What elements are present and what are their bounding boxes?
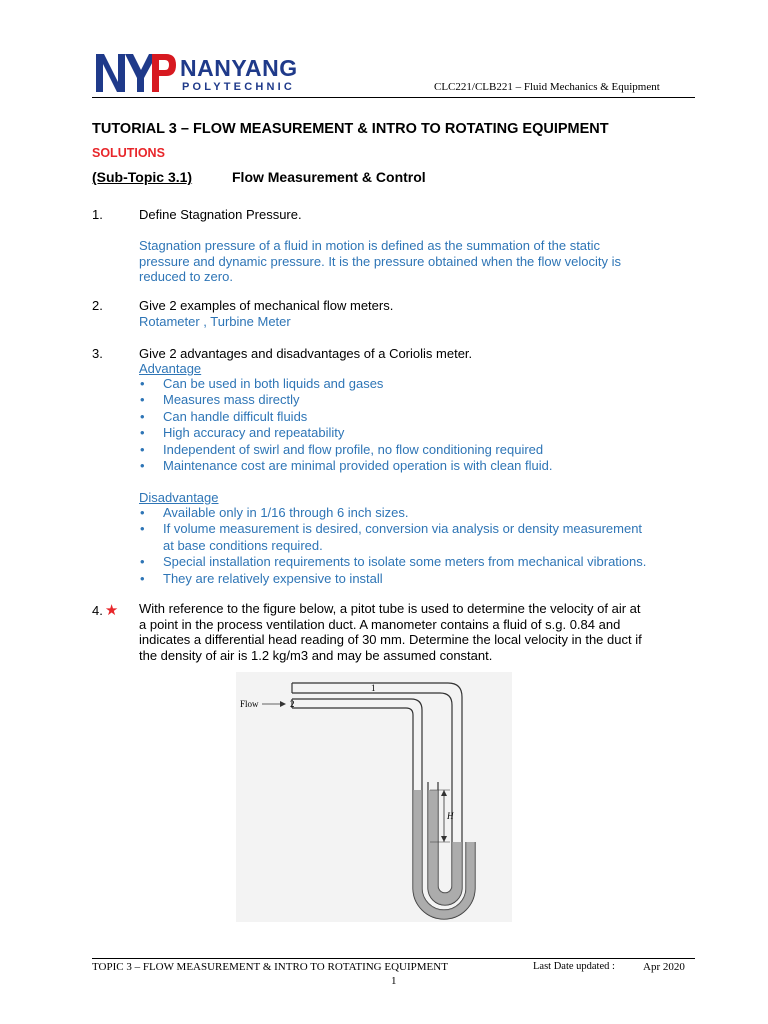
q4-question-line: indicates a differential head reading of 30 mm. Determine the local velocity in the duct if — [139, 632, 642, 647]
course-code: CLC221/CLB221 – Fluid Mechanics & Equipment — [434, 81, 660, 93]
list-item-text-cont: at base conditions required. — [163, 537, 323, 553]
list-item: • Maintenance cost are minimal provided operation is with clean fluid. — [138, 458, 698, 474]
q1-number: 1. — [92, 207, 103, 222]
solutions-label: SOLUTIONS — [92, 146, 165, 160]
q4-question-line: the density of air is 1.2 kg/m3 and may be assumed constant. — [139, 647, 493, 663]
q3-number: 3. — [92, 346, 103, 361]
q2-answer: Rotameter , Turbine Meter — [139, 314, 291, 329]
q1-answer — [139, 238, 621, 285]
q3-question: Give 2 advantages and disadvantages of a Coriolis meter. — [139, 346, 473, 361]
list-item-text: If volume measurement is desired, conversion via analysis or density measurement — [163, 521, 643, 537]
subtopic-name: Flow Measurement & Control — [232, 169, 426, 185]
logo-name: NANYANG — [180, 55, 298, 81]
footer-topic: TOPIC 3 – FLOW MEASUREMENT & INTRO TO ROTATING EQUIPMENT — [92, 961, 448, 973]
list-item — [138, 521, 698, 554]
q1-answer-line: Stagnation pressure of a fluid in motion is defined as the summation of the static — [139, 238, 601, 253]
list-item: • Measures mass directly — [138, 392, 698, 408]
q4-question-line: With reference to the figure below, a pitot tube is used to determine the velocity of air at — [139, 601, 641, 616]
figure-flow-label: Flow — [240, 699, 259, 709]
footer-updated-value: Apr 2020 — [643, 961, 685, 973]
tutorial-title: TUTORIAL 3 – FLOW MEASUREMENT & INTRO TO ROTATING EQUIPMENT — [92, 121, 609, 137]
logo-sub: POLYTECHNIC — [182, 81, 296, 93]
nyp-logo-mark — [96, 52, 176, 96]
disadvantage-heading: Disadvantage — [139, 490, 219, 505]
footer-rule — [92, 958, 695, 959]
nyp-logo — [96, 52, 306, 96]
q1-answer-line: pressure and dynamic pressure. It is the pressure obtained when the flow velocity is — [139, 253, 621, 269]
q2-number: 2. — [92, 298, 103, 313]
q2-question: Give 2 examples of mechanical flow meters. — [139, 298, 394, 313]
page-number: 1 — [391, 975, 397, 987]
footer-updated-label: Last Date updated : — [533, 961, 615, 972]
figure-point-1: 1 — [371, 683, 376, 693]
list-item: • They are relatively expensive to install — [138, 571, 698, 587]
list-item: • Independent of swirl and flow profile, no flow conditioning required — [138, 442, 698, 458]
disadvantage-list — [138, 505, 698, 587]
header-rule — [92, 97, 695, 98]
list-item: • Special installation requirements to isolate some meters from mechanical vibrations. — [138, 554, 698, 570]
advantage-heading: Advantage — [139, 361, 202, 376]
list-item: • Can be used in both liquids and gases — [138, 376, 698, 392]
figure-point-2: 2 — [290, 699, 295, 709]
subtopic-heading — [92, 169, 426, 185]
q4-question — [139, 601, 642, 663]
list-item: • Available only in 1/16 through 6 inch sizes. — [138, 505, 698, 521]
list-item: • Can handle difficult fluids — [138, 409, 698, 425]
q1-question: Define Stagnation Pressure. — [139, 207, 302, 222]
pitot-tube-figure — [236, 672, 512, 922]
q4-question-line: a point in the process ventilation duct. A manometer contains a fluid of s.g. 0.84 and — [139, 616, 621, 632]
q4-number-text: 4. — [92, 603, 103, 618]
advantage-list — [138, 376, 698, 474]
q4-number — [92, 601, 118, 619]
star-icon: ★ — [104, 602, 119, 619]
figure-h-label: H — [447, 811, 454, 821]
subtopic-number: (Sub-Topic 3.1) — [92, 169, 193, 185]
list-item: • High accuracy and repeatability — [138, 425, 698, 441]
q1-answer-line: reduced to zero. — [139, 269, 233, 284]
